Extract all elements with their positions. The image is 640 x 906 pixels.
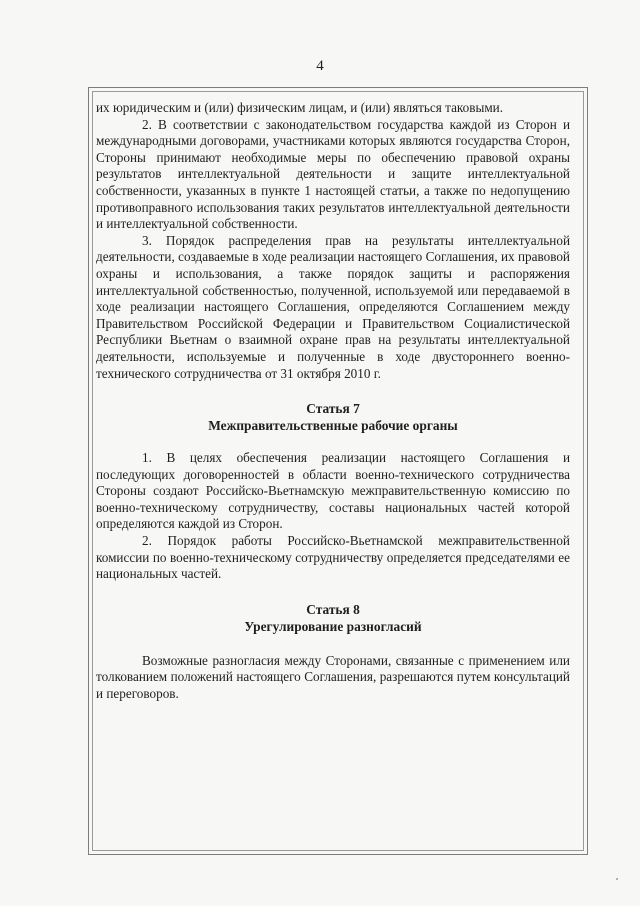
paragraph-6-2: 2. В соответствии с законодательством государства каждой из Сторон и международными договорами, участниками которых являются государства Сторон, Стороны принимают необходимые меры по обеспечению правовой охраны результатов интеллектуальной деятельности и защите интеллектуальной собственности, указанных в пункте 1 настоящей статьи, а также по недопущению противоправного использования таких результатов интеллектуальной деятельности и интеллектуальной собственности. — [96, 116, 570, 232]
document-body — [96, 100, 570, 703]
article-8-title: Урегулирование разногласий — [244, 618, 422, 634]
paragraph-8: Возможные разногласия между Сторонами, связанные с применением или толкованием положений настоящего Соглашения, разрешаются путем консультаций и переговоров. — [96, 652, 570, 702]
paragraph-7-2: 2. Порядок работы Российско-Вьетнамской межправительственной комиссии по военно-техническому сотрудничеству определяется председателями ее национальных частей. — [96, 533, 570, 582]
article-8-number: Статья 8 — [306, 601, 360, 617]
paragraph-continuation: их юридическим и (или) физическим лицам, и (или) являться таковыми. — [96, 100, 504, 115]
article-7-title: Межправительственные рабочие органы — [208, 418, 458, 434]
paragraph-7-1: 1. В целях обеспечения реализации настоящего Соглашения и последующих договоренностей в области военно-технического сотрудничества Стороны создают Российско-Вьетнамскую межправительственную комиссию по военно-техническому сотрудничеству, составы национальных частей которой определяются каждой из Сторон. — [96, 450, 570, 532]
paragraph-6-3: 3. Порядок распределения прав на результаты интеллектуальной деятельности, создаваемые в ходе реализации настоящего Соглашения, их правовой охраны и использования, а также порядок защиты и распоряжения интеллектуальной собственностью, полученной, используемой или передаваемой в ходе реализации настоящего Соглашения, определяются Соглашением между Правительством Российской Федерации и Правительством Социалистической Республики Вьетнам о взаимной охране прав на результаты интеллектуальной деятельности, используемые и полученные в ходе двустороннего военно-технического сотрудничества от 31 октября 2010 г. — [96, 232, 570, 381]
article-7-number: Статья 7 — [306, 401, 360, 417]
page-number: 4 — [316, 58, 324, 74]
scan-speck — [616, 878, 618, 880]
